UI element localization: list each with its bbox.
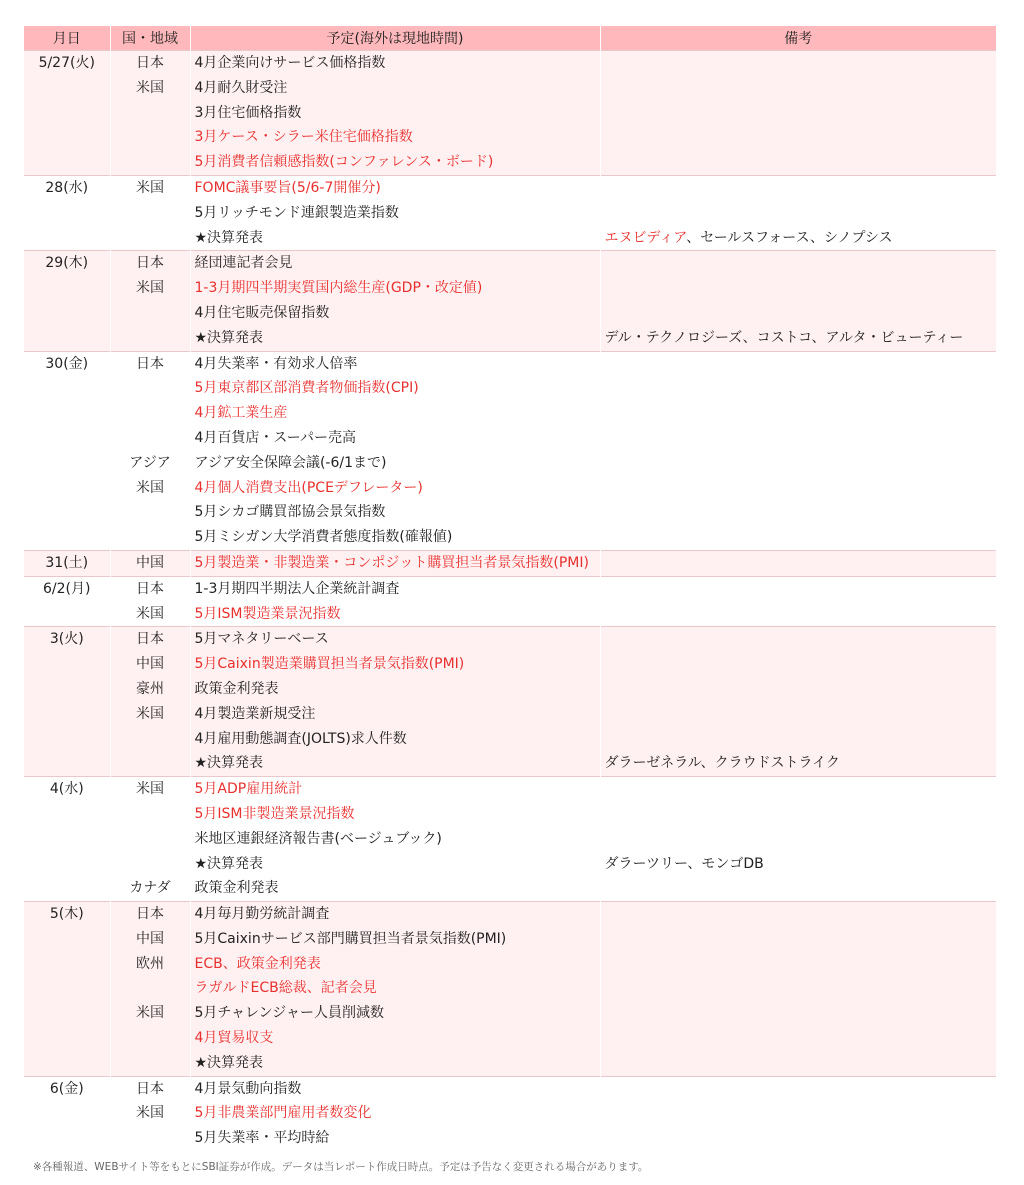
event-text: 4月鉱工業生産 [194, 405, 288, 422]
note-line [605, 76, 997, 101]
date-text: 31(土) [45, 554, 89, 571]
event-text: 5月失業率・平均時給 [194, 1130, 330, 1147]
region-cell [110, 576, 190, 627]
event-text: FOMC議事要旨(5/6-7開催分) [194, 179, 381, 196]
note-cell [600, 1076, 996, 1151]
header-event: 予定(海外は現地時間) [190, 26, 600, 51]
event-text: 5月リッチモンド連銀製造業指数 [194, 204, 399, 221]
event-cell [190, 902, 600, 1077]
note-line [605, 376, 997, 401]
region-cell [110, 902, 190, 1077]
event-text: ★決算発表 [194, 329, 264, 346]
region-text [111, 1126, 190, 1151]
event-text: ECB、政策金利発表 [194, 955, 321, 972]
date-text: 6/2(月) [43, 580, 91, 597]
table-row [24, 351, 996, 550]
table-header-row [24, 26, 996, 51]
note-text: デル・テクノロジーズ、コストコ、アルタ・ビューティー [604, 329, 964, 346]
note-line [605, 902, 997, 927]
date-text: 3(火) [49, 631, 84, 648]
note-line [605, 1101, 997, 1126]
region-text: 日本 [136, 580, 164, 597]
date-cell [24, 902, 110, 1077]
note-line [605, 276, 997, 301]
event-text: 5月ISM製造業景況指数 [194, 605, 341, 622]
region-text [111, 827, 190, 852]
table-row [24, 627, 996, 777]
region-text: 日本 [136, 1080, 164, 1097]
note-line [605, 301, 997, 326]
note-line [605, 1077, 997, 1102]
region-cell [110, 175, 190, 250]
region-text [111, 226, 190, 251]
note-line [605, 1126, 997, 1151]
event-text: 3月住宅価格指数 [194, 104, 302, 121]
date-cell [24, 251, 110, 351]
note-line [605, 677, 997, 702]
header-region: 国・地域 [110, 26, 190, 51]
region-cell [110, 51, 190, 176]
event-cell [190, 627, 600, 777]
table-row [24, 1076, 996, 1151]
region-text: 米国 [136, 79, 164, 96]
note-cell [600, 576, 996, 627]
date-text: 28(水) [45, 179, 89, 196]
region-text [111, 150, 190, 175]
event-text: 4月耐久財受注 [194, 79, 288, 96]
note-line [605, 352, 997, 377]
region-text [111, 301, 190, 326]
note-line [605, 476, 997, 501]
note-line [605, 500, 997, 525]
note-cell [600, 777, 996, 902]
note-line [605, 952, 997, 977]
region-text [111, 1051, 190, 1076]
note-line [605, 602, 997, 627]
event-text: 5月ADP雇用統計 [194, 781, 303, 798]
table-body [24, 51, 996, 1152]
event-text: 4月製造業新規受注 [194, 705, 316, 722]
note-line [605, 51, 997, 76]
note-line [605, 652, 997, 677]
event-cell [190, 576, 600, 627]
event-cell [190, 351, 600, 550]
note-line [605, 326, 997, 351]
event-text: ★決算発表 [194, 755, 264, 772]
event-text: ★決算発表 [194, 229, 264, 246]
event-cell [190, 51, 600, 176]
region-text [111, 401, 190, 426]
event-text: 米地区連銀経済報告書(ベージュブック) [194, 830, 442, 847]
region-text: 米国 [136, 1105, 164, 1122]
region-text [111, 426, 190, 451]
note-line [605, 827, 997, 852]
event-text: 4月住宅販売保留指数 [194, 304, 330, 321]
note-line [605, 101, 997, 126]
event-text: ラガルドECB総裁、記者会見 [194, 980, 377, 997]
table-row [24, 550, 996, 576]
event-text: 4月個人消費支出(PCEデフレーター) [194, 479, 423, 496]
event-text: ★決算発表 [194, 855, 264, 872]
region-text [111, 802, 190, 827]
note-line [605, 525, 997, 550]
region-text: 米国 [136, 179, 164, 196]
event-text: 4月景気動向指数 [194, 1080, 302, 1097]
date-cell [24, 627, 110, 777]
region-cell [110, 351, 190, 550]
region-text [111, 500, 190, 525]
event-text: 4月失業率・有効求人倍率 [194, 355, 358, 372]
region-text: 豪州 [136, 680, 164, 697]
note-text: ダラーツリー、モンゴDB [604, 855, 764, 872]
event-text: 5月マネタリーベース [194, 631, 329, 648]
event-cell [190, 1076, 600, 1151]
region-cell [110, 251, 190, 351]
note-line [605, 777, 997, 802]
region-cell [110, 1076, 190, 1151]
region-text: 米国 [136, 1005, 164, 1022]
event-text: 5月シカゴ購買部協会景気指数 [194, 504, 386, 521]
region-text: 米国 [136, 479, 164, 496]
table-row [24, 576, 996, 627]
event-text: 5月消費者信頼感指数(コンファレンス・ボード) [194, 154, 494, 171]
date-cell [24, 1076, 110, 1151]
event-cell [190, 175, 600, 250]
region-text: 中国 [136, 930, 164, 947]
event-text: 4月毎月勤労統計調査 [194, 906, 330, 923]
event-text: 政策金利発表 [194, 880, 279, 897]
note-line [605, 976, 997, 1001]
region-text [111, 376, 190, 401]
region-text: 米国 [136, 280, 164, 297]
date-text: 5/27(火) [38, 55, 95, 71]
note-cell [600, 51, 996, 176]
table-row [24, 902, 996, 1077]
note-line [605, 927, 997, 952]
region-text [111, 976, 190, 1001]
event-text: 4月百貨店・スーパー売高 [194, 429, 357, 446]
event-cell [190, 777, 600, 902]
note-cell [600, 550, 996, 576]
date-text: 6(金) [49, 1080, 84, 1097]
event-text: 1-3月期四半期実質国内総生産(GDP・改定値) [194, 280, 483, 297]
note-line [605, 176, 997, 201]
note-line [605, 727, 997, 752]
note-line [605, 1026, 997, 1051]
note-line [605, 125, 997, 150]
note-line [605, 702, 997, 727]
table-row [24, 175, 996, 250]
event-text: 4月企業向けサービス価格指数 [194, 55, 386, 71]
event-text: 5月Caixinサービス部門購買担当者景気指数(PMI) [194, 930, 507, 947]
region-text [111, 525, 190, 550]
note-cell [600, 351, 996, 550]
event-text: 5月チャレンジャー人員削減数 [194, 1005, 385, 1022]
note-cell [600, 902, 996, 1077]
note-line [605, 150, 997, 175]
note-line [605, 876, 997, 901]
note-cell [600, 627, 996, 777]
note-line [605, 751, 997, 776]
region-text [111, 326, 190, 351]
note-line [605, 627, 997, 652]
region-text: 米国 [136, 705, 164, 722]
note-line [605, 577, 997, 602]
region-text [111, 727, 190, 752]
event-text: 5月ミシガン大学消費者態度指数(確報値) [194, 529, 453, 546]
note-line [605, 1001, 997, 1026]
date-text: 29(木) [45, 255, 89, 272]
region-text [111, 125, 190, 150]
region-text [111, 751, 190, 776]
note-highlight-text: エヌビディア [604, 229, 687, 246]
region-text: 中国 [136, 656, 164, 673]
event-cell [190, 550, 600, 576]
note-text: ダラーゼネラル、クラウドストライク [604, 755, 840, 772]
date-text: 30(金) [45, 355, 89, 372]
footnote: ※各種報道、WEBサイト等をもとにSBI証券が作成。データは当レポート作成日時点。予定は予告なく変更される場合があります。 [33, 1161, 649, 1173]
table-row [24, 777, 996, 902]
region-text: 欧州 [136, 955, 164, 972]
date-cell [24, 51, 110, 176]
note-line [605, 201, 997, 226]
date-text: 5(木) [49, 906, 84, 923]
event-text: アジア安全保障会議(-6/1まで) [194, 454, 387, 471]
event-text: 5月製造業・非製造業・コンポジット購買担当者景気指数(PMI) [194, 554, 589, 571]
region-cell [110, 777, 190, 902]
note-line [605, 802, 997, 827]
event-text: 5月ISM非製造業景況指数 [194, 805, 355, 822]
date-cell [24, 351, 110, 550]
event-text: 5月Caixin製造業購買担当者景気指数(PMI) [194, 656, 465, 673]
note-line [605, 852, 997, 877]
note-line [605, 551, 997, 576]
economic-calendar-table [24, 26, 996, 1151]
table-row [24, 51, 996, 176]
note-line [605, 451, 997, 476]
event-text: ★決算発表 [194, 1054, 264, 1071]
event-text: 4月貿易収支 [194, 1030, 274, 1047]
event-text: 1-3月期四半期法人企業統計調査 [194, 580, 400, 597]
region-cell [110, 550, 190, 576]
region-text: 米国 [136, 781, 164, 798]
region-text [111, 852, 190, 877]
note-line [605, 226, 997, 251]
event-text: 経団連記者会見 [194, 255, 293, 272]
region-text: カナダ [129, 880, 171, 897]
region-text: 日本 [136, 355, 164, 372]
region-text: アジア [129, 454, 171, 471]
date-text: 4(水) [49, 781, 84, 798]
event-cell [190, 251, 600, 351]
note-line [605, 426, 997, 451]
region-text: 日本 [136, 255, 164, 272]
event-text: 3月ケース・シラー米住宅価格指数 [194, 129, 413, 146]
region-text: 日本 [136, 631, 164, 648]
date-cell [24, 550, 110, 576]
note-cell [600, 251, 996, 351]
event-text: 5月非農業部門雇用者数変化 [194, 1105, 372, 1122]
header-date: 月日 [24, 26, 110, 51]
event-text: 4月雇用動態調査(JOLTS)求人件数 [194, 730, 407, 747]
note-cell [600, 175, 996, 250]
region-text [111, 101, 190, 126]
region-text: 日本 [136, 906, 164, 923]
header-note: 備考 [600, 26, 996, 51]
region-text: 米国 [136, 605, 164, 622]
note-line [605, 251, 997, 276]
region-text [111, 201, 190, 226]
date-cell [24, 777, 110, 902]
region-text: 日本 [136, 55, 164, 71]
table-row [24, 251, 996, 351]
date-cell [24, 175, 110, 250]
region-text [111, 1026, 190, 1051]
event-text: 5月東京都区部消費者物価指数(CPI) [194, 380, 419, 397]
note-text: 、セールスフォース、シノプシス [686, 229, 893, 246]
note-line [605, 1051, 997, 1076]
region-text: 中国 [136, 554, 164, 571]
region-cell [110, 627, 190, 777]
note-line [605, 401, 997, 426]
date-cell [24, 576, 110, 627]
event-text: 政策金利発表 [194, 680, 279, 697]
